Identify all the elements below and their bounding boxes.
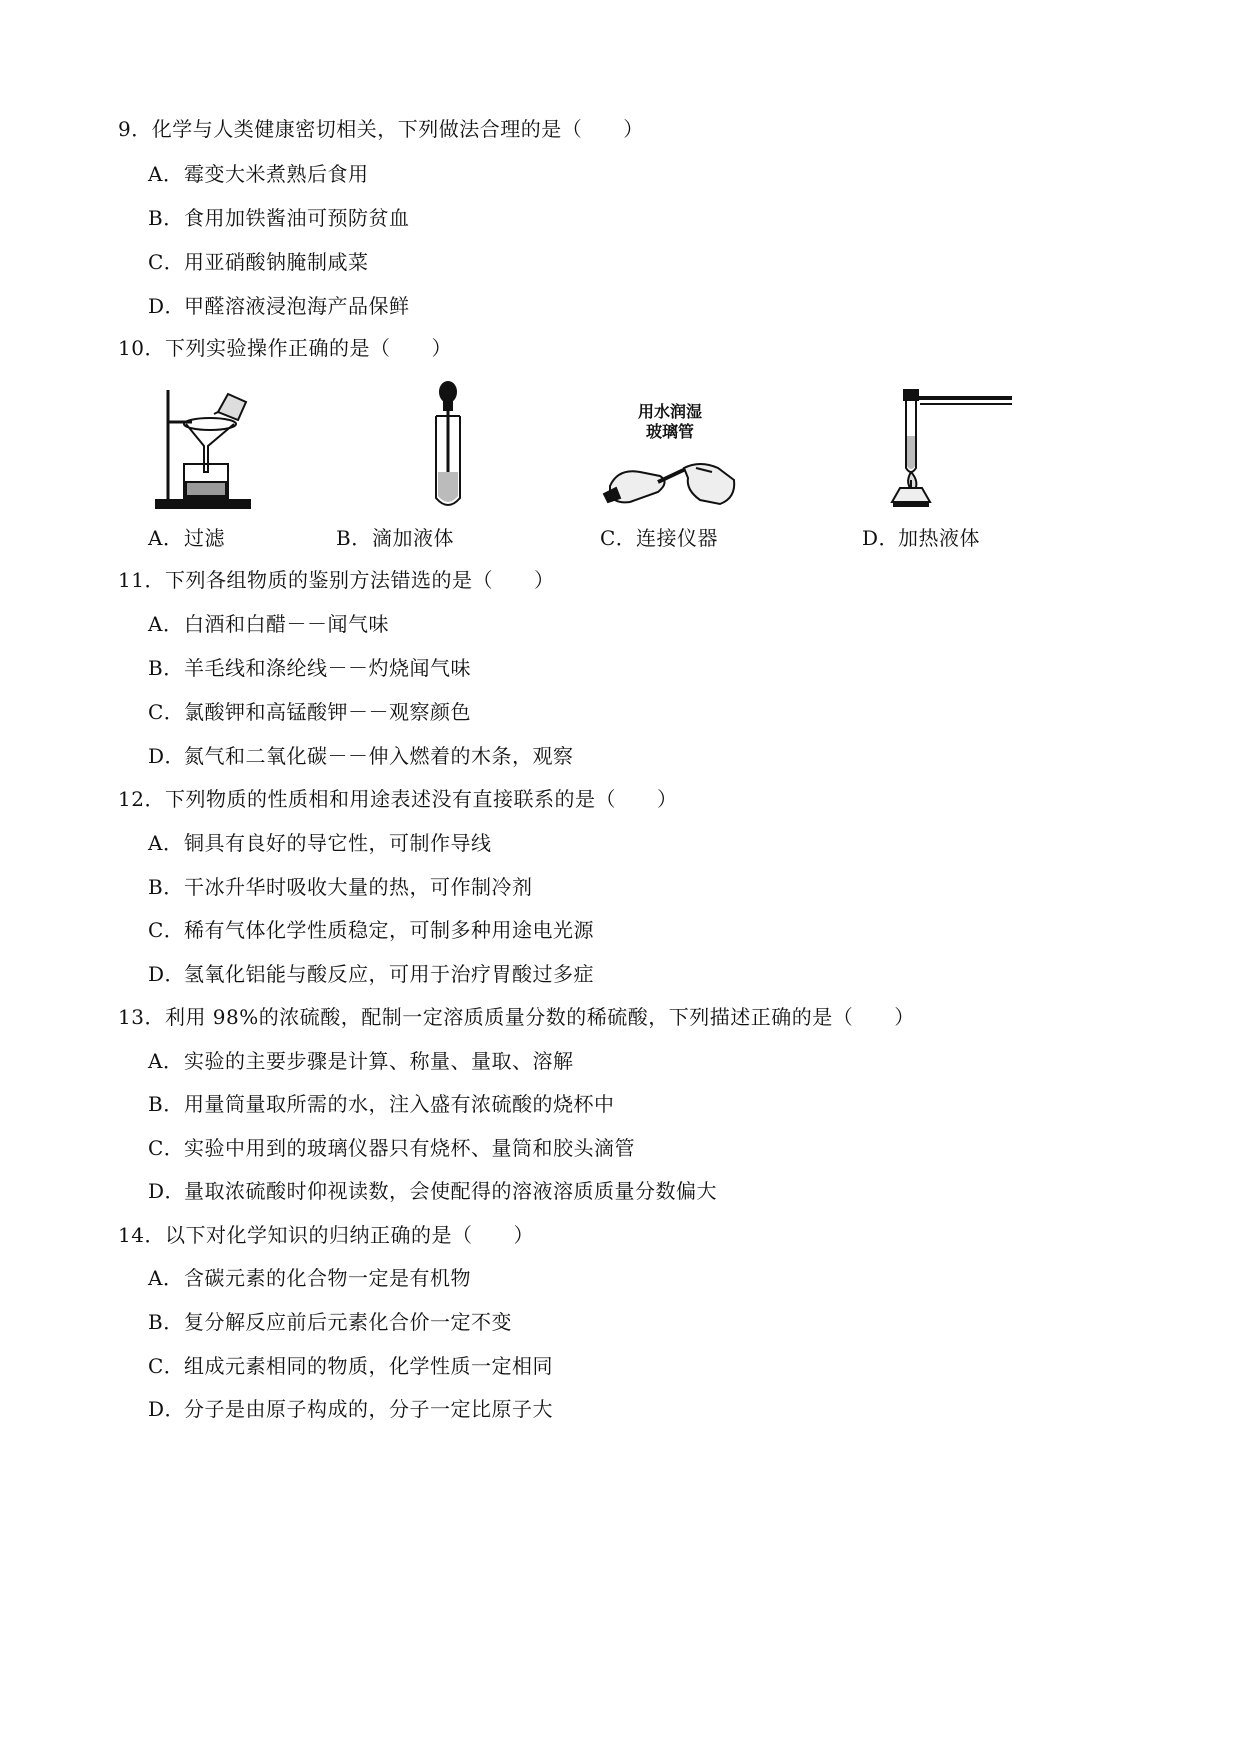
option-text: 甲醛溶液浸泡海产品保鲜 bbox=[184, 294, 410, 318]
q9-option-c bbox=[148, 248, 369, 276]
option-text: 白酒和白醋－－闻气味 bbox=[184, 612, 389, 636]
option-text: 铜具有良好的导它性，可制作导线 bbox=[184, 831, 492, 855]
q12-option-a bbox=[148, 829, 492, 857]
option-letter: C． bbox=[600, 526, 637, 550]
option-text: 干冰升华时吸收大量的热，可作制冷剂 bbox=[184, 875, 533, 899]
option-letter: B． bbox=[148, 1310, 184, 1334]
q10-option-b bbox=[336, 524, 454, 552]
question-number: 12． bbox=[118, 787, 165, 811]
question-text: 化学与人类健康密切相关，下列做法合理的是（ ） bbox=[151, 117, 644, 141]
option-text: 含碳元素的化合物一定是有机物 bbox=[184, 1266, 471, 1290]
option-letter: D． bbox=[862, 526, 900, 550]
option-text: 用量筒量取所需的水，注入盛有浓硫酸的烧杯中 bbox=[184, 1092, 615, 1116]
figure-c-label-line-2: 玻璃管 bbox=[645, 422, 694, 441]
option-letter: A． bbox=[148, 526, 184, 550]
figure-c-label-line-1: 用水润湿 bbox=[637, 402, 702, 421]
option-text: 稀有气体化学性质稳定，可制多种用途电光源 bbox=[184, 918, 594, 942]
option-letter: D． bbox=[148, 294, 186, 318]
q13-option-a bbox=[148, 1047, 574, 1075]
option-text: 实验的主要步骤是计算、称量、量取、溶解 bbox=[184, 1049, 574, 1073]
option-text: 过滤 bbox=[184, 526, 225, 550]
option-text: 氮气和二氧化碳－－伸入燃着的木条，观察 bbox=[184, 744, 574, 768]
q12-option-c bbox=[148, 916, 594, 944]
option-letter: B． bbox=[148, 875, 184, 899]
option-text: 氢氧化铝能与酸反应，可用于治疗胃酸过多症 bbox=[184, 962, 594, 986]
question-number: 13． bbox=[118, 1005, 165, 1029]
question-number: 9． bbox=[118, 117, 152, 141]
option-text: 量取浓硫酸时仰视读数，会使配得的溶液溶质质量分数偏大 bbox=[184, 1179, 717, 1203]
q11-option-c bbox=[148, 698, 471, 726]
question-text: 下列实验操作正确的是（ ） bbox=[164, 336, 452, 360]
option-letter: A． bbox=[148, 1049, 184, 1073]
q14-option-d bbox=[148, 1395, 553, 1423]
q10-option-c bbox=[600, 524, 718, 552]
dropper-test-tube-icon bbox=[418, 380, 478, 512]
q9-option-b bbox=[148, 204, 410, 232]
question-number: 11． bbox=[118, 568, 165, 592]
option-text: 分子是由原子构成的，分子一定比原子大 bbox=[184, 1397, 553, 1421]
q11-option-b bbox=[148, 654, 471, 682]
q9-option-a bbox=[148, 160, 369, 188]
question-10-stem bbox=[118, 334, 452, 362]
q14-option-b bbox=[148, 1308, 512, 1336]
option-letter: B． bbox=[148, 656, 184, 680]
option-text: 羊毛线和涤纶线－－灼烧闻气味 bbox=[184, 656, 471, 680]
q13-option-d bbox=[148, 1177, 717, 1205]
question-13-stem bbox=[118, 1003, 915, 1031]
question-12-stem bbox=[118, 785, 677, 813]
glass-tube-connection-icon bbox=[600, 402, 740, 512]
option-letter: B． bbox=[148, 1092, 184, 1116]
question-9-stem bbox=[118, 115, 644, 143]
option-letter: B． bbox=[148, 206, 184, 230]
option-text: 滴加液体 bbox=[372, 526, 454, 550]
question-text: 利用 98%的浓硫酸，配制一定溶质质量分数的稀硫酸，下列描述正确的是（ ） bbox=[164, 1005, 915, 1029]
q12-option-b bbox=[148, 873, 533, 901]
q11-option-d bbox=[148, 742, 574, 770]
q14-option-a bbox=[148, 1264, 471, 1292]
q11-option-a bbox=[148, 610, 389, 638]
option-letter: D． bbox=[148, 962, 186, 986]
question-number: 14． bbox=[118, 1223, 165, 1247]
q10-option-a bbox=[148, 524, 225, 552]
q14-option-c bbox=[148, 1352, 553, 1380]
option-letter: D． bbox=[148, 1397, 186, 1421]
option-letter: C． bbox=[148, 1136, 185, 1160]
option-text: 加热液体 bbox=[898, 526, 980, 550]
question-text: 下列各组物质的鉴别方法错选的是（ ） bbox=[164, 568, 555, 592]
option-letter: A． bbox=[148, 162, 184, 186]
option-text: 霉变大米煮熟后食用 bbox=[184, 162, 369, 186]
option-letter: C． bbox=[148, 250, 185, 274]
q10-option-d bbox=[862, 524, 980, 552]
heating-liquid-apparatus-icon bbox=[880, 376, 1020, 512]
option-letter: C． bbox=[148, 918, 185, 942]
option-text: 氯酸钾和高锰酸钾－－观察颜色 bbox=[184, 700, 471, 724]
q13-option-b bbox=[148, 1090, 615, 1118]
option-text: 食用加铁酱油可预防贫血 bbox=[184, 206, 410, 230]
option-text: 复分解反应前后元素化合价一定不变 bbox=[184, 1310, 512, 1334]
option-text: 用亚硝酸钠腌制咸菜 bbox=[184, 250, 369, 274]
q12-option-d bbox=[148, 960, 594, 988]
option-letter: A． bbox=[148, 831, 184, 855]
option-letter: D． bbox=[148, 744, 186, 768]
filtration-apparatus-icon bbox=[148, 382, 258, 512]
option-text: 连接仪器 bbox=[636, 526, 718, 550]
question-11-stem bbox=[118, 566, 554, 594]
q9-option-d bbox=[148, 292, 410, 320]
q13-option-c bbox=[148, 1134, 635, 1162]
option-letter: A． bbox=[148, 612, 184, 636]
option-text: 实验中用到的玻璃仪器只有烧杯、量筒和胶头滴管 bbox=[184, 1136, 635, 1160]
question-text: 以下对化学知识的归纳正确的是（ ） bbox=[164, 1223, 534, 1247]
option-letter: B． bbox=[336, 526, 372, 550]
question-text: 下列物质的性质相和用途表述没有直接联系的是（ ） bbox=[164, 787, 678, 811]
option-letter: C． bbox=[148, 700, 185, 724]
option-letter: C． bbox=[148, 1354, 185, 1378]
option-letter: D． bbox=[148, 1179, 186, 1203]
question-number: 10． bbox=[118, 336, 165, 360]
question-14-stem bbox=[118, 1221, 534, 1249]
option-letter: A． bbox=[148, 1266, 184, 1290]
option-text: 组成元素相同的物质，化学性质一定相同 bbox=[184, 1354, 553, 1378]
